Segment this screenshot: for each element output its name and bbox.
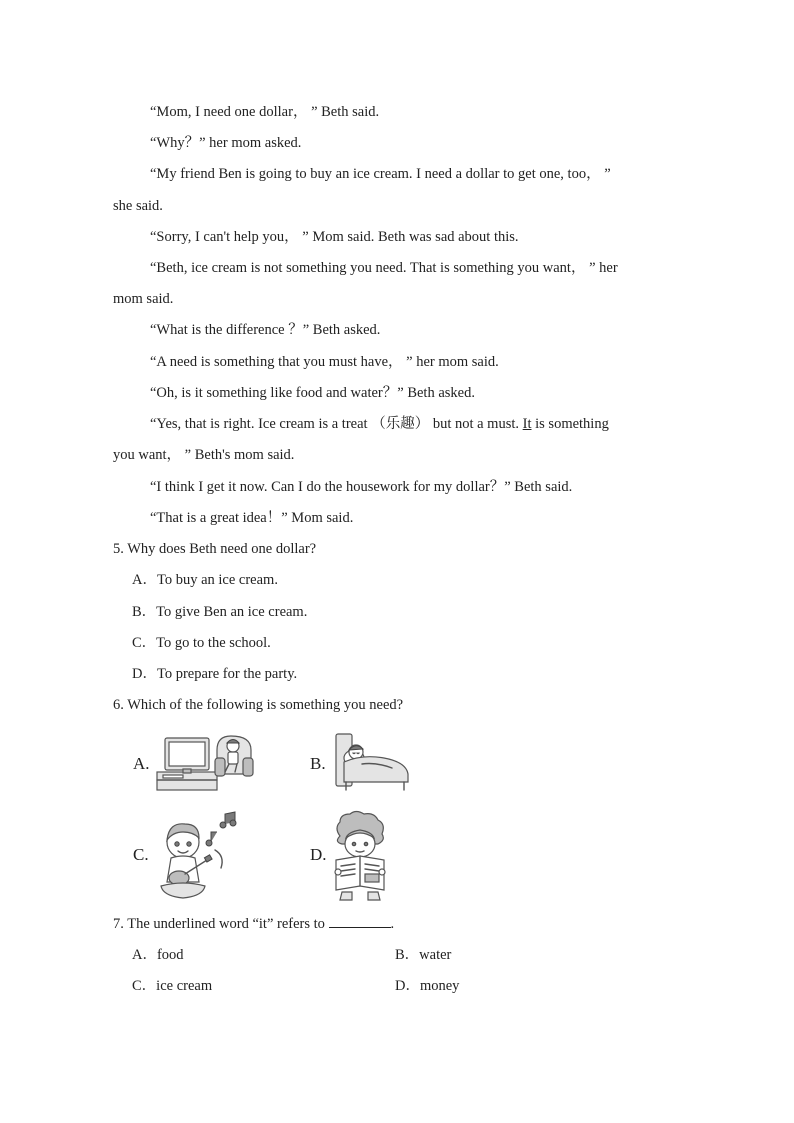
answer-blank[interactable] <box>329 915 391 928</box>
underlined-word-it: It <box>522 416 532 432</box>
passage-line: “I think I get it now. Can I do the housework for my dollar？” Beth said. <box>150 479 573 495</box>
passage-line: “A need is something that you must have， ” her mom said. <box>150 354 499 370</box>
q6-option-c-label[interactable]: C. <box>133 845 149 864</box>
passage-line: “Why？” her mom asked. <box>150 135 302 151</box>
q7-option-a[interactable]: A．food <box>132 947 184 963</box>
q5-option-d[interactable]: D．To prepare for the party. <box>132 666 298 682</box>
passage-line: “What is the difference ？” Beth asked. <box>150 322 381 338</box>
question-7 <box>113 915 394 933</box>
passage-line: “Mom, I need one dollar， ” Beth said. <box>150 104 380 120</box>
question-5: 5. Why does Beth need one dollar? <box>113 541 317 557</box>
q6-option-d-label[interactable]: D. <box>310 845 327 864</box>
q6-option-a-label[interactable]: A. <box>133 754 150 773</box>
q7-option-b[interactable]: B．water <box>395 947 452 963</box>
sleeping-bed-picture[interactable] <box>332 728 412 799</box>
passage-line: mom said. <box>113 291 174 307</box>
passage-line <box>150 415 609 433</box>
q5-option-a[interactable]: A．To buy an ice cream. <box>132 572 278 588</box>
q6-option-b-label[interactable]: B. <box>310 754 326 773</box>
tv-armchair-picture[interactable] <box>155 728 255 799</box>
question-7-text: 7. The underlined word “it” refers to <box>113 916 329 932</box>
q5-option-c[interactable]: C．To go to the school. <box>132 635 271 651</box>
passage-line: “That is a great idea！” Mom said. <box>150 510 354 526</box>
passage-text: “Yes, that is right. Ice cream is a treat （乐趣） but not a must. <box>150 416 523 432</box>
passage-line: she said. <box>113 198 163 214</box>
passage-line: “Beth, ice cream is not something you need. That is something you want， ” her <box>150 260 618 276</box>
boy-playing-guitar-picture[interactable] <box>155 810 243 907</box>
q7-option-d[interactable]: D．money <box>395 978 460 994</box>
boy-reading-newspaper-picture[interactable] <box>332 810 390 907</box>
question-7-end: . <box>390 916 395 932</box>
passage-line: “My friend Ben is going to buy an ice cream. I need a dollar to get one, too， ” <box>150 166 611 182</box>
q7-option-c[interactable]: C．ice cream <box>132 978 213 994</box>
passage-line: you want， ” Beth's mom said. <box>113 447 295 463</box>
passage-line: “Oh, is it something like food and water？” Beth asked. <box>150 385 475 401</box>
passage-line: “Sorry, I can't help you， ” Mom said. Beth was sad about this. <box>150 229 519 245</box>
passage-text: is something <box>531 416 609 432</box>
q5-option-b[interactable]: B．To give Ben an ice cream. <box>132 604 308 620</box>
question-6: 6. Which of the following is something you need? <box>113 697 404 713</box>
